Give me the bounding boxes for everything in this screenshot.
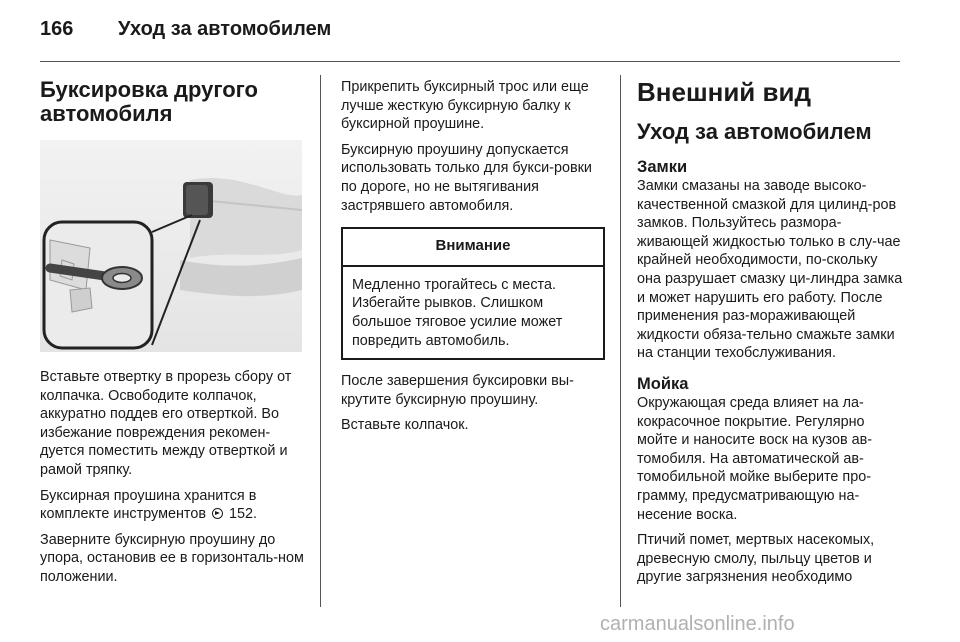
- column-3: [637, 78, 903, 594]
- watermark: carmanualsonline.info: [600, 613, 795, 635]
- paragraph: Заверните буксирную проушину до упора, остановив ее в горизонталь-ном положении.: [40, 531, 304, 585]
- paragraph: Птичий помет, мертвых насекомых, древесную смолу, пыльцу цветов и другие загрязнения необходимо: [637, 532, 875, 586]
- column-1: [40, 78, 304, 594]
- page-reference[interactable]: 152.: [229, 506, 258, 523]
- paragraph: Вставьте отвертку в прорезь сбору от колпачка. Освободите колпачок, аккуратно поддев его отверткой. Во избежание повреждения рекомен-дуется поместить между отверткой и рамой тряпку.: [40, 369, 292, 478]
- warning-box: [341, 227, 605, 360]
- paragraph: [40, 487, 304, 524]
- towing-eye-illustration: [40, 140, 302, 352]
- paragraph: После завершения буксировки вы-крутите буксирную проушину.: [341, 373, 574, 408]
- section-heading: Буксировка другого автомобиля: [40, 77, 258, 126]
- chapter-title: Внешний вид: [637, 77, 811, 107]
- paragraph: Окружающая среда влияет на ла-кокрасочное покрытие. Регулярно мойте и наносите воск на кузов ав-томобиля. На автоматической ав-томобильной мойке выберите про-грамму, предусматривающую на-несение воска.: [637, 394, 873, 523]
- paragraph: Буксирную проушину допускается использовать только для букси-ровки по дороге, но не вытягивания застрявшего автомобиля.: [341, 141, 592, 214]
- column-2: [341, 78, 605, 442]
- warning-text: Медленно трогайтесь с места. Избегайте рывков. Слишком большое тяговое усилие может повредить автомобиль.: [352, 276, 563, 349]
- header-divider: [40, 61, 900, 62]
- topic-heading-locks: Замки: [637, 158, 688, 176]
- topic-heading-washing: Мойка: [637, 374, 689, 393]
- section-title: Уход за автомобилем: [637, 119, 872, 144]
- page-number: 166: [40, 18, 74, 40]
- paragraph: Замки смазаны на заводе высоко-качественной смазкой для цилинд-ров замков. Пользуйтесь размора-живающей жидкостью только в слу-чае крайней необходимости, по-скольку она разрушает смазку ци-линдра замка и может нарушить его работу. После применения раз-мораживающей жидкости обяза-тельно смажьте замки на станции техобслуживания.: [637, 178, 903, 362]
- paragraph: Вставьте колпачок.: [341, 417, 469, 434]
- page-reference-icon: [212, 508, 223, 519]
- page-title: Уход за автомобилем: [118, 18, 332, 40]
- page-header: [40, 8, 900, 48]
- paragraph-text: Буксирная проушина хранится в комплекте инструментов: [40, 487, 257, 523]
- column-divider: [320, 75, 321, 607]
- paragraph: Прикрепить буксирный трос или еще лучше жесткую буксирную балку к буксирной проушине.: [341, 79, 589, 133]
- warning-title: Внимание: [343, 229, 603, 267]
- column-divider: [620, 75, 621, 607]
